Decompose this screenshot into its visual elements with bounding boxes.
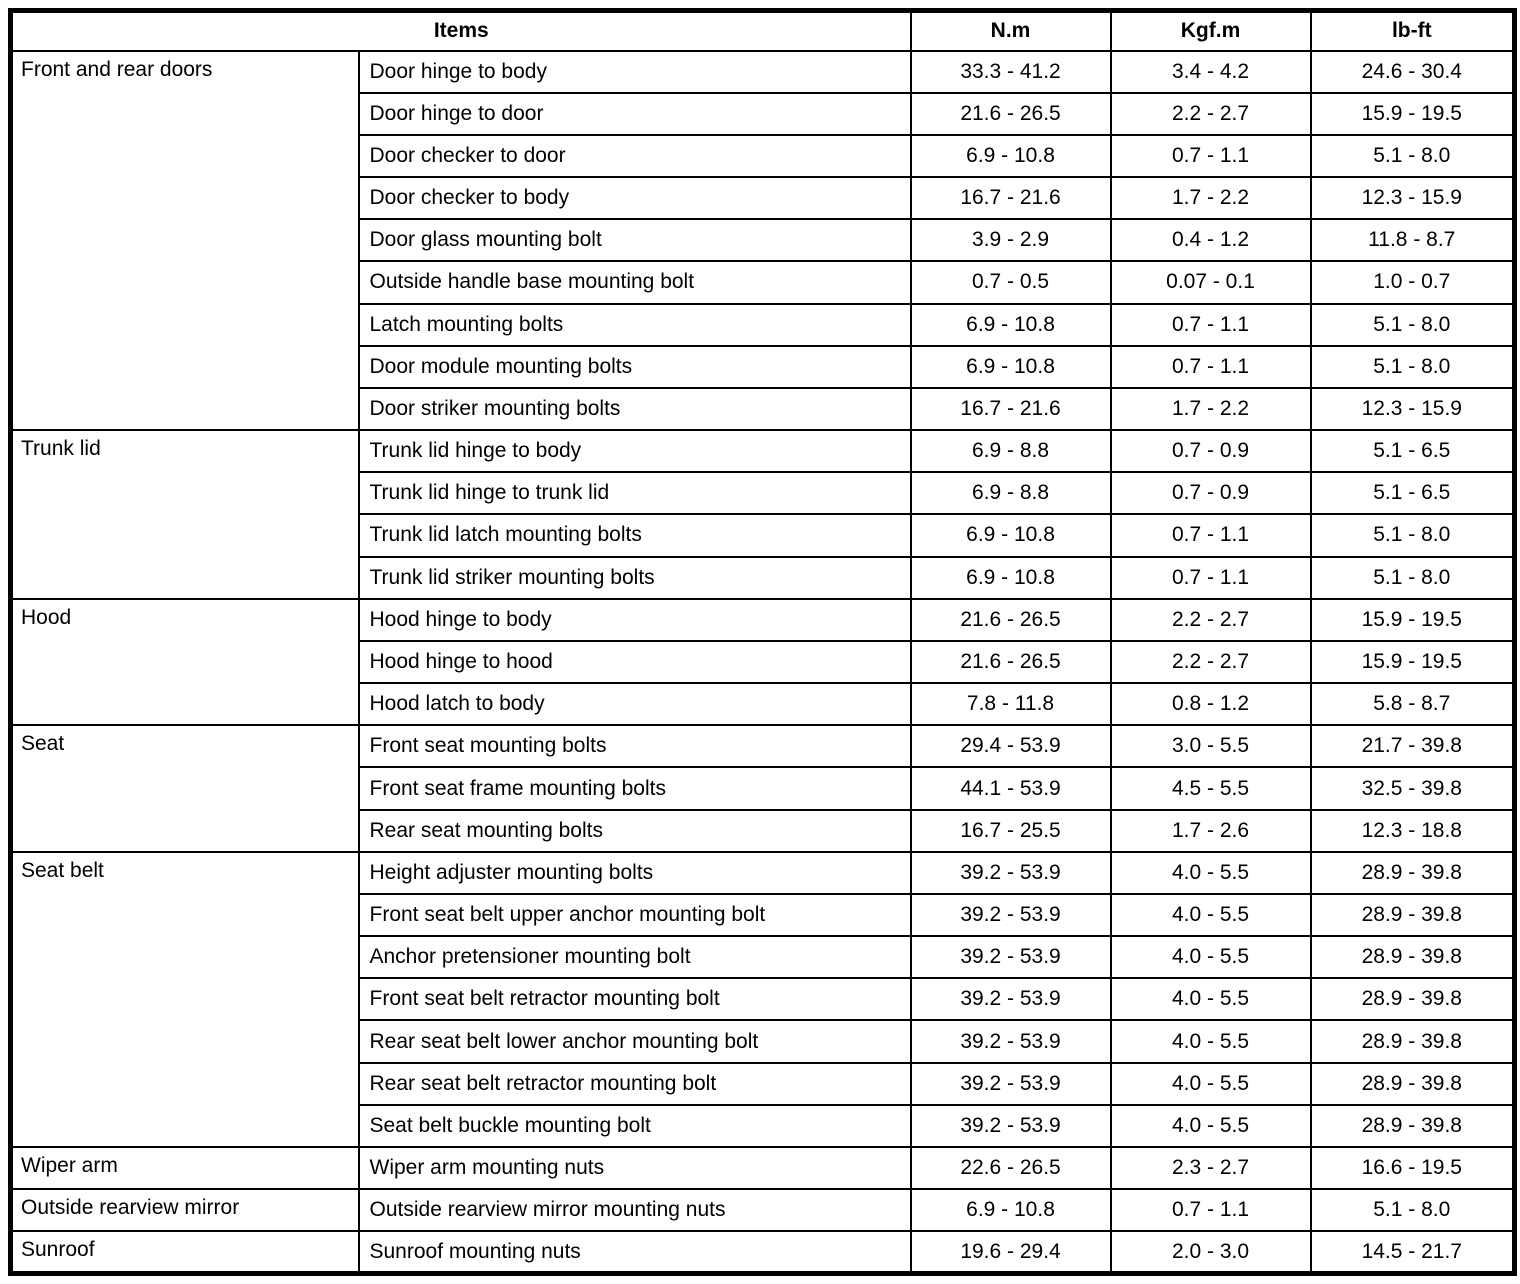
nm-value-cell: 21.6 - 26.5	[911, 599, 1111, 641]
item-name-cell: Latch mounting bolts	[359, 304, 911, 346]
kgfm-value-cell: 0.8 - 1.2	[1111, 683, 1311, 725]
nm-value-cell: 33.3 - 41.2	[911, 51, 1111, 93]
nm-value-cell: 6.9 - 10.8	[911, 346, 1111, 388]
lbft-value-cell: 12.3 - 15.9	[1311, 177, 1515, 219]
item-name-cell: Door checker to door	[359, 135, 911, 177]
lbft-value-cell: 12.3 - 18.8	[1311, 810, 1515, 852]
table-row	[11, 1189, 1515, 1231]
kgfm-value-cell: 0.7 - 1.1	[1111, 557, 1311, 599]
lbft-value-cell: 28.9 - 39.8	[1311, 936, 1515, 978]
item-name-cell: Front seat belt retractor mounting bolt	[359, 978, 911, 1020]
lbft-value-cell: 5.1 - 6.5	[1311, 472, 1515, 514]
nm-value-cell: 39.2 - 53.9	[911, 1105, 1111, 1147]
lbft-value-cell: 15.9 - 19.5	[1311, 599, 1515, 641]
kgfm-value-cell: 0.7 - 1.1	[1111, 135, 1311, 177]
kgfm-value-cell: 4.0 - 5.5	[1111, 978, 1311, 1020]
nm-value-cell: 39.2 - 53.9	[911, 852, 1111, 894]
nm-value-cell: 29.4 - 53.9	[911, 725, 1111, 767]
item-name-cell: Door checker to body	[359, 177, 911, 219]
category-cell: Hood	[11, 599, 359, 726]
category-cell: Outside rearview mirror	[11, 1189, 359, 1231]
kgfm-value-cell: 3.0 - 5.5	[1111, 725, 1311, 767]
item-name-cell: Door module mounting bolts	[359, 346, 911, 388]
kgfm-value-cell: 3.4 - 4.2	[1111, 51, 1311, 93]
kgfm-value-cell: 4.5 - 5.5	[1111, 767, 1311, 809]
item-name-cell: Front seat frame mounting bolts	[359, 767, 911, 809]
lbft-value-cell: 28.9 - 39.8	[1311, 1020, 1515, 1062]
nm-value-cell: 6.9 - 10.8	[911, 304, 1111, 346]
nm-value-cell: 7.8 - 11.8	[911, 683, 1111, 725]
kgfm-value-cell: 1.7 - 2.2	[1111, 388, 1311, 430]
nm-column-header: N.m	[911, 11, 1111, 51]
table-body	[11, 51, 1515, 1274]
item-name-cell: Front seat belt upper anchor mounting bolt	[359, 894, 911, 936]
nm-value-cell: 16.7 - 21.6	[911, 177, 1111, 219]
kgfm-value-cell: 0.07 - 0.1	[1111, 261, 1311, 303]
kgfm-value-cell: 4.0 - 5.5	[1111, 936, 1311, 978]
item-name-cell: Seat belt buckle mounting bolt	[359, 1105, 911, 1147]
kgfm-value-cell: 4.0 - 5.5	[1111, 1020, 1311, 1062]
lbft-value-cell: 5.1 - 8.0	[1311, 557, 1515, 599]
kgfm-value-cell: 4.0 - 5.5	[1111, 1105, 1311, 1147]
item-name-cell: Door striker mounting bolts	[359, 388, 911, 430]
lbft-value-cell: 5.1 - 8.0	[1311, 346, 1515, 388]
category-cell: Front and rear doors	[11, 51, 359, 431]
item-name-cell: Rear seat belt retractor mounting bolt	[359, 1063, 911, 1105]
kgfm-value-cell: 0.7 - 0.9	[1111, 430, 1311, 472]
lbft-value-cell: 28.9 - 39.8	[1311, 1105, 1515, 1147]
nm-value-cell: 6.9 - 10.8	[911, 514, 1111, 556]
item-name-cell: Outside handle base mounting bolt	[359, 261, 911, 303]
kgfm-value-cell: 0.7 - 1.1	[1111, 346, 1311, 388]
category-cell: Wiper arm	[11, 1147, 359, 1189]
nm-value-cell: 39.2 - 53.9	[911, 936, 1111, 978]
table-header	[11, 11, 1515, 51]
kgfm-value-cell: 1.7 - 2.2	[1111, 177, 1311, 219]
category-cell: Sunroof	[11, 1231, 359, 1273]
kgfm-value-cell: 2.3 - 2.7	[1111, 1147, 1311, 1189]
lbft-value-cell: 12.3 - 15.9	[1311, 388, 1515, 430]
nm-value-cell: 16.7 - 25.5	[911, 810, 1111, 852]
kgfm-value-cell: 2.2 - 2.7	[1111, 599, 1311, 641]
lbft-value-cell: 21.7 - 39.8	[1311, 725, 1515, 767]
item-name-cell: Hood hinge to body	[359, 599, 911, 641]
item-name-cell: Sunroof mounting nuts	[359, 1231, 911, 1273]
nm-value-cell: 6.9 - 8.8	[911, 430, 1111, 472]
table-row	[11, 430, 1515, 472]
nm-value-cell: 6.9 - 8.8	[911, 472, 1111, 514]
kgfm-value-cell: 0.7 - 1.1	[1111, 304, 1311, 346]
nm-value-cell: 6.9 - 10.8	[911, 135, 1111, 177]
kgfm-value-cell: 0.4 - 1.2	[1111, 219, 1311, 261]
table-row	[11, 725, 1515, 767]
item-name-cell: Outside rearview mirror mounting nuts	[359, 1189, 911, 1231]
nm-value-cell: 3.9 - 2.9	[911, 219, 1111, 261]
category-cell: Seat belt	[11, 852, 359, 1147]
item-name-cell: Door glass mounting bolt	[359, 219, 911, 261]
item-name-cell: Front seat mounting bolts	[359, 725, 911, 767]
kgfm-value-cell: 4.0 - 5.5	[1111, 852, 1311, 894]
nm-value-cell: 39.2 - 53.9	[911, 894, 1111, 936]
item-name-cell: Door hinge to body	[359, 51, 911, 93]
lbft-value-cell: 24.6 - 30.4	[1311, 51, 1515, 93]
nm-value-cell: 39.2 - 53.9	[911, 1020, 1111, 1062]
category-cell: Trunk lid	[11, 430, 359, 599]
item-name-cell: Trunk lid hinge to trunk lid	[359, 472, 911, 514]
lbft-value-cell: 14.5 - 21.7	[1311, 1231, 1515, 1273]
lbft-value-cell: 28.9 - 39.8	[1311, 852, 1515, 894]
lbft-value-cell: 28.9 - 39.8	[1311, 1063, 1515, 1105]
lbft-value-cell: 16.6 - 19.5	[1311, 1147, 1515, 1189]
table-row	[11, 51, 1515, 93]
lbft-value-cell: 28.9 - 39.8	[1311, 894, 1515, 936]
lbft-value-cell: 32.5 - 39.8	[1311, 767, 1515, 809]
lbft-value-cell: 15.9 - 19.5	[1311, 641, 1515, 683]
nm-value-cell: 22.6 - 26.5	[911, 1147, 1111, 1189]
nm-value-cell: 21.6 - 26.5	[911, 641, 1111, 683]
kgfm-value-cell: 4.0 - 5.5	[1111, 894, 1311, 936]
lbft-value-cell: 11.8 - 8.7	[1311, 219, 1515, 261]
nm-value-cell: 21.6 - 26.5	[911, 93, 1111, 135]
table-row	[11, 852, 1515, 894]
items-column-header: Items	[11, 11, 911, 51]
lbft-value-cell: 5.1 - 8.0	[1311, 304, 1515, 346]
header-row	[11, 11, 1515, 51]
kgfm-value-cell: 2.0 - 3.0	[1111, 1231, 1311, 1273]
nm-value-cell: 19.6 - 29.4	[911, 1231, 1111, 1273]
kgfm-value-cell: 0.7 - 1.1	[1111, 514, 1311, 556]
lbft-value-cell: 15.9 - 19.5	[1311, 93, 1515, 135]
lbft-column-header: lb-ft	[1311, 11, 1515, 51]
item-name-cell: Trunk lid hinge to body	[359, 430, 911, 472]
nm-value-cell: 39.2 - 53.9	[911, 978, 1111, 1020]
item-name-cell: Height adjuster mounting bolts	[359, 852, 911, 894]
item-name-cell: Rear seat belt lower anchor mounting bolt	[359, 1020, 911, 1062]
table-row	[11, 1147, 1515, 1189]
nm-value-cell: 44.1 - 53.9	[911, 767, 1111, 809]
lbft-value-cell: 5.1 - 8.0	[1311, 1189, 1515, 1231]
item-name-cell: Hood hinge to hood	[359, 641, 911, 683]
lbft-value-cell: 5.1 - 8.0	[1311, 514, 1515, 556]
item-name-cell: Hood latch to body	[359, 683, 911, 725]
lbft-value-cell: 5.1 - 6.5	[1311, 430, 1515, 472]
nm-value-cell: 0.7 - 0.5	[911, 261, 1111, 303]
lbft-value-cell: 5.1 - 8.0	[1311, 135, 1515, 177]
torque-spec-table	[8, 8, 1517, 1276]
kgfm-value-cell: 2.2 - 2.7	[1111, 641, 1311, 683]
item-name-cell: Wiper arm mounting nuts	[359, 1147, 911, 1189]
item-name-cell: Anchor pretensioner mounting bolt	[359, 936, 911, 978]
kgfm-column-header: Kgf.m	[1111, 11, 1311, 51]
table-row	[11, 599, 1515, 641]
nm-value-cell: 39.2 - 53.9	[911, 1063, 1111, 1105]
kgfm-value-cell: 0.7 - 1.1	[1111, 1189, 1311, 1231]
lbft-value-cell: 28.9 - 39.8	[1311, 978, 1515, 1020]
item-name-cell: Trunk lid latch mounting bolts	[359, 514, 911, 556]
item-name-cell: Trunk lid striker mounting bolts	[359, 557, 911, 599]
kgfm-value-cell: 2.2 - 2.7	[1111, 93, 1311, 135]
item-name-cell: Rear seat mounting bolts	[359, 810, 911, 852]
category-cell: Seat	[11, 725, 359, 852]
nm-value-cell: 6.9 - 10.8	[911, 557, 1111, 599]
nm-value-cell: 6.9 - 10.8	[911, 1189, 1111, 1231]
lbft-value-cell: 1.0 - 0.7	[1311, 261, 1515, 303]
nm-value-cell: 16.7 - 21.6	[911, 388, 1111, 430]
item-name-cell: Door hinge to door	[359, 93, 911, 135]
kgfm-value-cell: 1.7 - 2.6	[1111, 810, 1311, 852]
kgfm-value-cell: 0.7 - 0.9	[1111, 472, 1311, 514]
kgfm-value-cell: 4.0 - 5.5	[1111, 1063, 1311, 1105]
lbft-value-cell: 5.8 - 8.7	[1311, 683, 1515, 725]
table-row	[11, 1231, 1515, 1273]
